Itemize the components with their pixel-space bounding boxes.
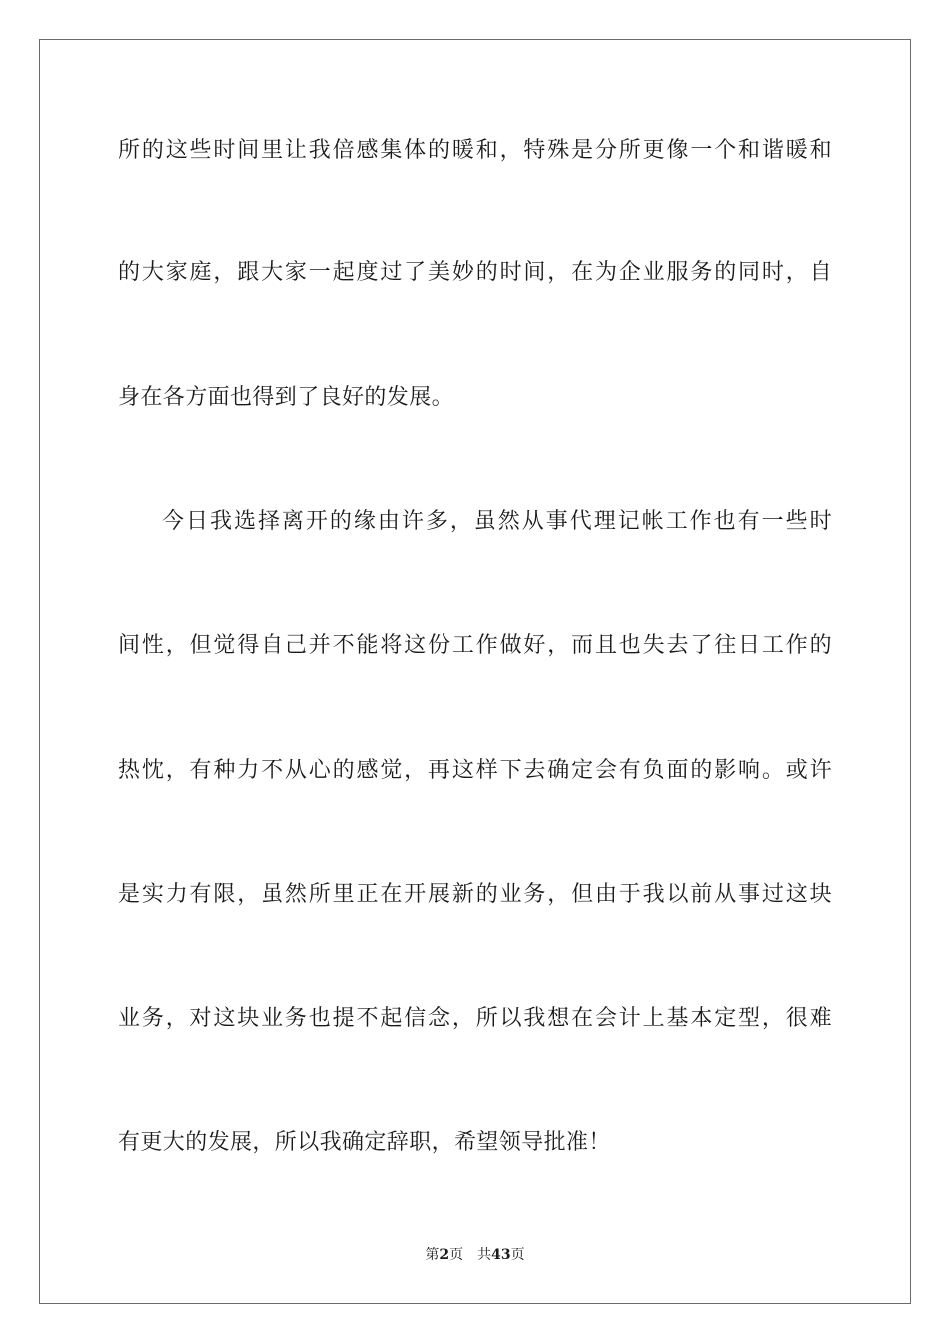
body-line-9: 有更大的发展，所以我确定辞职，希望领导批准！ [118,1130,611,1155]
footer-total-prefix: 共 [477,1247,492,1263]
footer-page-suffix: 页 [449,1247,464,1263]
page-footer [0,1246,950,1264]
body-line-2: 的大家庭，跟大家一起度过了美妙的时间，在为企业服务的同时，自 [118,260,832,285]
body-line-3: 身在各方面也得到了良好的发展。 [118,385,455,410]
body-line-7: 是实力有限，虽然所里正在开展新的业务，但由于我以前从事过这块 [118,882,832,907]
body-line-1: 所的这些时间里让我倍感集体的暖和，特殊是分所更像一个和谐暖和 [118,138,832,163]
footer-page-prefix: 第 [425,1247,440,1263]
footer-total-suffix: 页 [510,1247,525,1263]
body-line-6: 热忱，有种力不从心的感觉，再这样下去确定会有负面的影响。或许 [118,758,832,783]
body-line-8: 业务，对这块业务也提不起信念，所以我想在会计上基本定型，很难 [118,1006,832,1031]
footer-total-number: 43 [491,1247,511,1263]
body-line-4: 今日我选择离开的缘由许多，虽然从事代理记帐工作也有一些时 [162,509,832,534]
footer-page-number: 2 [439,1247,450,1263]
body-line-5: 间性，但觉得自己并不能将这份工作做好，而且也失去了往日工作的 [118,633,832,658]
page-border [39,39,911,1304]
